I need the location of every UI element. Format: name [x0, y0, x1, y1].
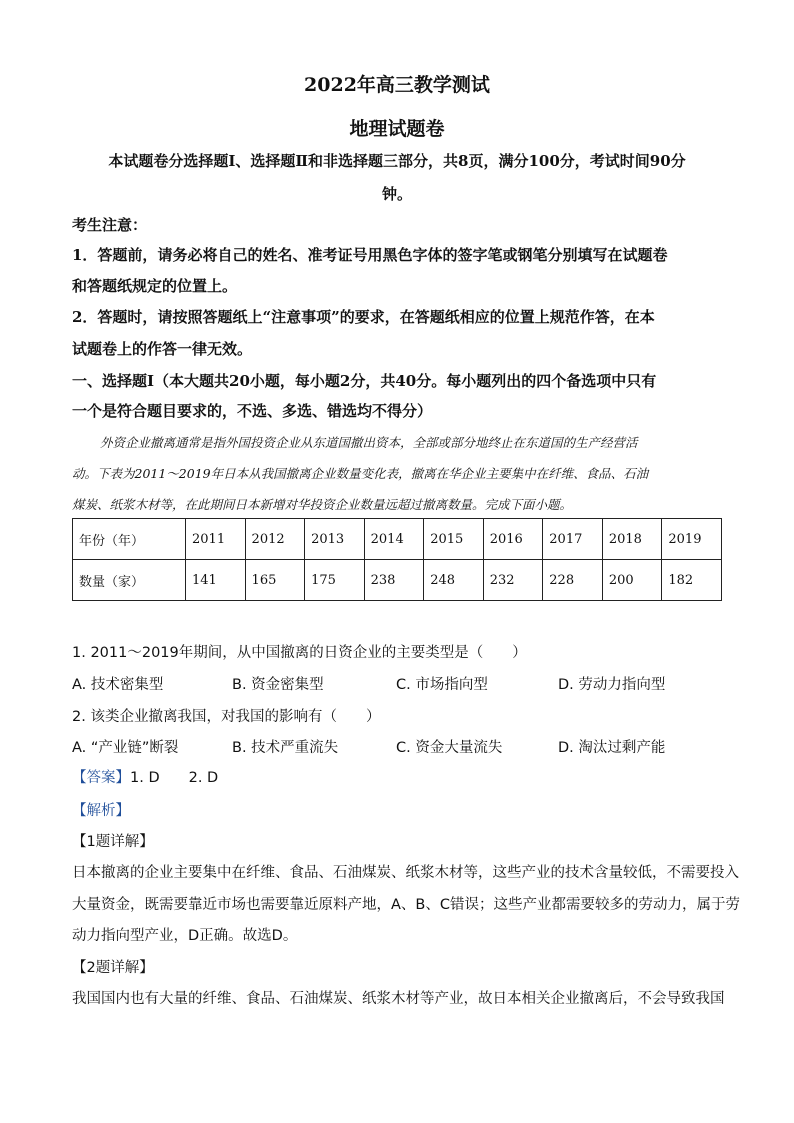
notice-item-2-line-2: 试题卷上的作答一律无效。: [72, 340, 253, 358]
notice-item-2-line-1: 2．答题时，请按照答题纸上“注意事项”的要求，在答题纸相应的位置上规范作答，在本: [72, 308, 655, 326]
table-cell-count: 141: [186, 560, 246, 601]
intro-line-2: 钟。: [381, 185, 412, 203]
table-cell-count: 165: [245, 560, 305, 601]
table-cell-count: 248: [424, 560, 484, 601]
table-cell-year: 2018: [602, 519, 662, 560]
table-cell-year: 2012: [245, 519, 305, 560]
answer-row: [72, 766, 722, 787]
question-1-option-a: A. 技术密集型: [72, 677, 164, 693]
table-cell-year: 2017: [543, 519, 603, 560]
table-header-year: 年份（年）: [73, 519, 186, 560]
question-1-option-b: B. 资金密集型: [232, 677, 324, 693]
withdrawal-table: [72, 518, 722, 601]
question-2-option-a: A. “产业链”断裂: [72, 740, 179, 756]
detail-1-line-1: 日本撤离的企业主要集中在纤维、食品、石油煤炭、纸浆木材等，这些产业的技术含量较低，不需要投入: [72, 865, 739, 881]
table-cell-year: 2016: [483, 519, 543, 560]
detail-2-line-1: 我国国内也有大量的纤维、食品、石油煤炭、纸浆木材等产业，故日本相关企业撤离后，不会导致我国: [72, 991, 725, 1007]
table-cell-count: 238: [364, 560, 424, 601]
section-1-heading-line-1: 一、选择题Ⅰ（本大题共20小题，每小题2分，共40分。每小题列出的四个备选项中只有: [72, 372, 657, 390]
question-1-option-c: C. 市场指向型: [396, 677, 488, 693]
answer-label: 【答案】: [72, 770, 130, 786]
table-cell-year: 2015: [424, 519, 484, 560]
question-1-stem: 1. 2011～2019年期间，从中国撤离的日资企业的主要类型是（ ）: [72, 645, 527, 661]
table-cell-year: 2011: [186, 519, 246, 560]
exam-title: 2022年高三教学测试: [304, 74, 490, 96]
table-cell-year: 2013: [305, 519, 365, 560]
question-2-stem: 2. 该类企业撤离我国，对我国的影响有（ ）: [72, 709, 381, 725]
table-header-count: 数量（家）: [73, 560, 186, 601]
question-2-option-b: B. 技术严重流失: [232, 740, 339, 756]
table-cell-count: 228: [543, 560, 603, 601]
question-2-option-d: D. 淘汰过剩产能: [558, 740, 666, 756]
detail-1-line-2: 大量资金，既需要靠近市场也需要靠近原料产地，A、B、C错误；这些产业都需要较多的劳动力，属于劳: [72, 897, 740, 913]
detail-2-label: 【2题详解】: [72, 960, 154, 976]
notice-heading: 考生注意：: [72, 216, 148, 234]
passage-line-1: 外资企业撤离通常是指外国投资企业从东道国撤出资本，全部或部分地终止在东道国的生产经营活: [100, 435, 638, 450]
table-cell-year: 2014: [364, 519, 424, 560]
table-row-counts: [73, 560, 722, 601]
section-1-heading-line-2: 一个是符合题目要求的，不选、多选、错选均不得分）: [72, 402, 433, 420]
notice-item-1-line-1: 1．答题前，请务必将自己的姓名、准考证号用黑色字体的签字笔或钢笔分别填写在试题卷: [72, 246, 668, 264]
table-cell-count: 175: [305, 560, 365, 601]
notice-item-1-line-2: 和答题纸规定的位置上。: [72, 277, 238, 295]
table-cell-year: 2019: [662, 519, 722, 560]
question-2-option-c: C. 资金大量流失: [396, 740, 503, 756]
answer-text: 1. D 2. D: [130, 770, 219, 786]
question-1-option-d: D. 劳动力指向型: [558, 677, 666, 693]
passage-line-2: 动。下表为2011～2019年日本从我国撤离企业数量变化表，撤离在华企业主要集中在纤维、食品、石油: [72, 466, 649, 481]
analysis-label: 【解析】: [72, 803, 130, 819]
passage-line-3: 煤炭、纸浆木材等，在此期间日本新增对华投资企业数量远超过撤离数量。完成下面小题。: [72, 497, 573, 512]
detail-1-label: 【1题详解】: [72, 834, 154, 850]
detail-1-line-3: 动力指向型产业，D正确。故选D。: [72, 928, 298, 944]
intro-line-1: 本试题卷分选择题Ⅰ、选择题Ⅱ和非选择题三部分，共8页，满分100分，考试时间90分: [108, 152, 686, 170]
table-cell-count: 200: [602, 560, 662, 601]
table-row-years: [73, 519, 722, 560]
table-cell-count: 232: [483, 560, 543, 601]
exam-subtitle: 地理试题卷: [349, 118, 445, 140]
table-cell-count: 182: [662, 560, 722, 601]
